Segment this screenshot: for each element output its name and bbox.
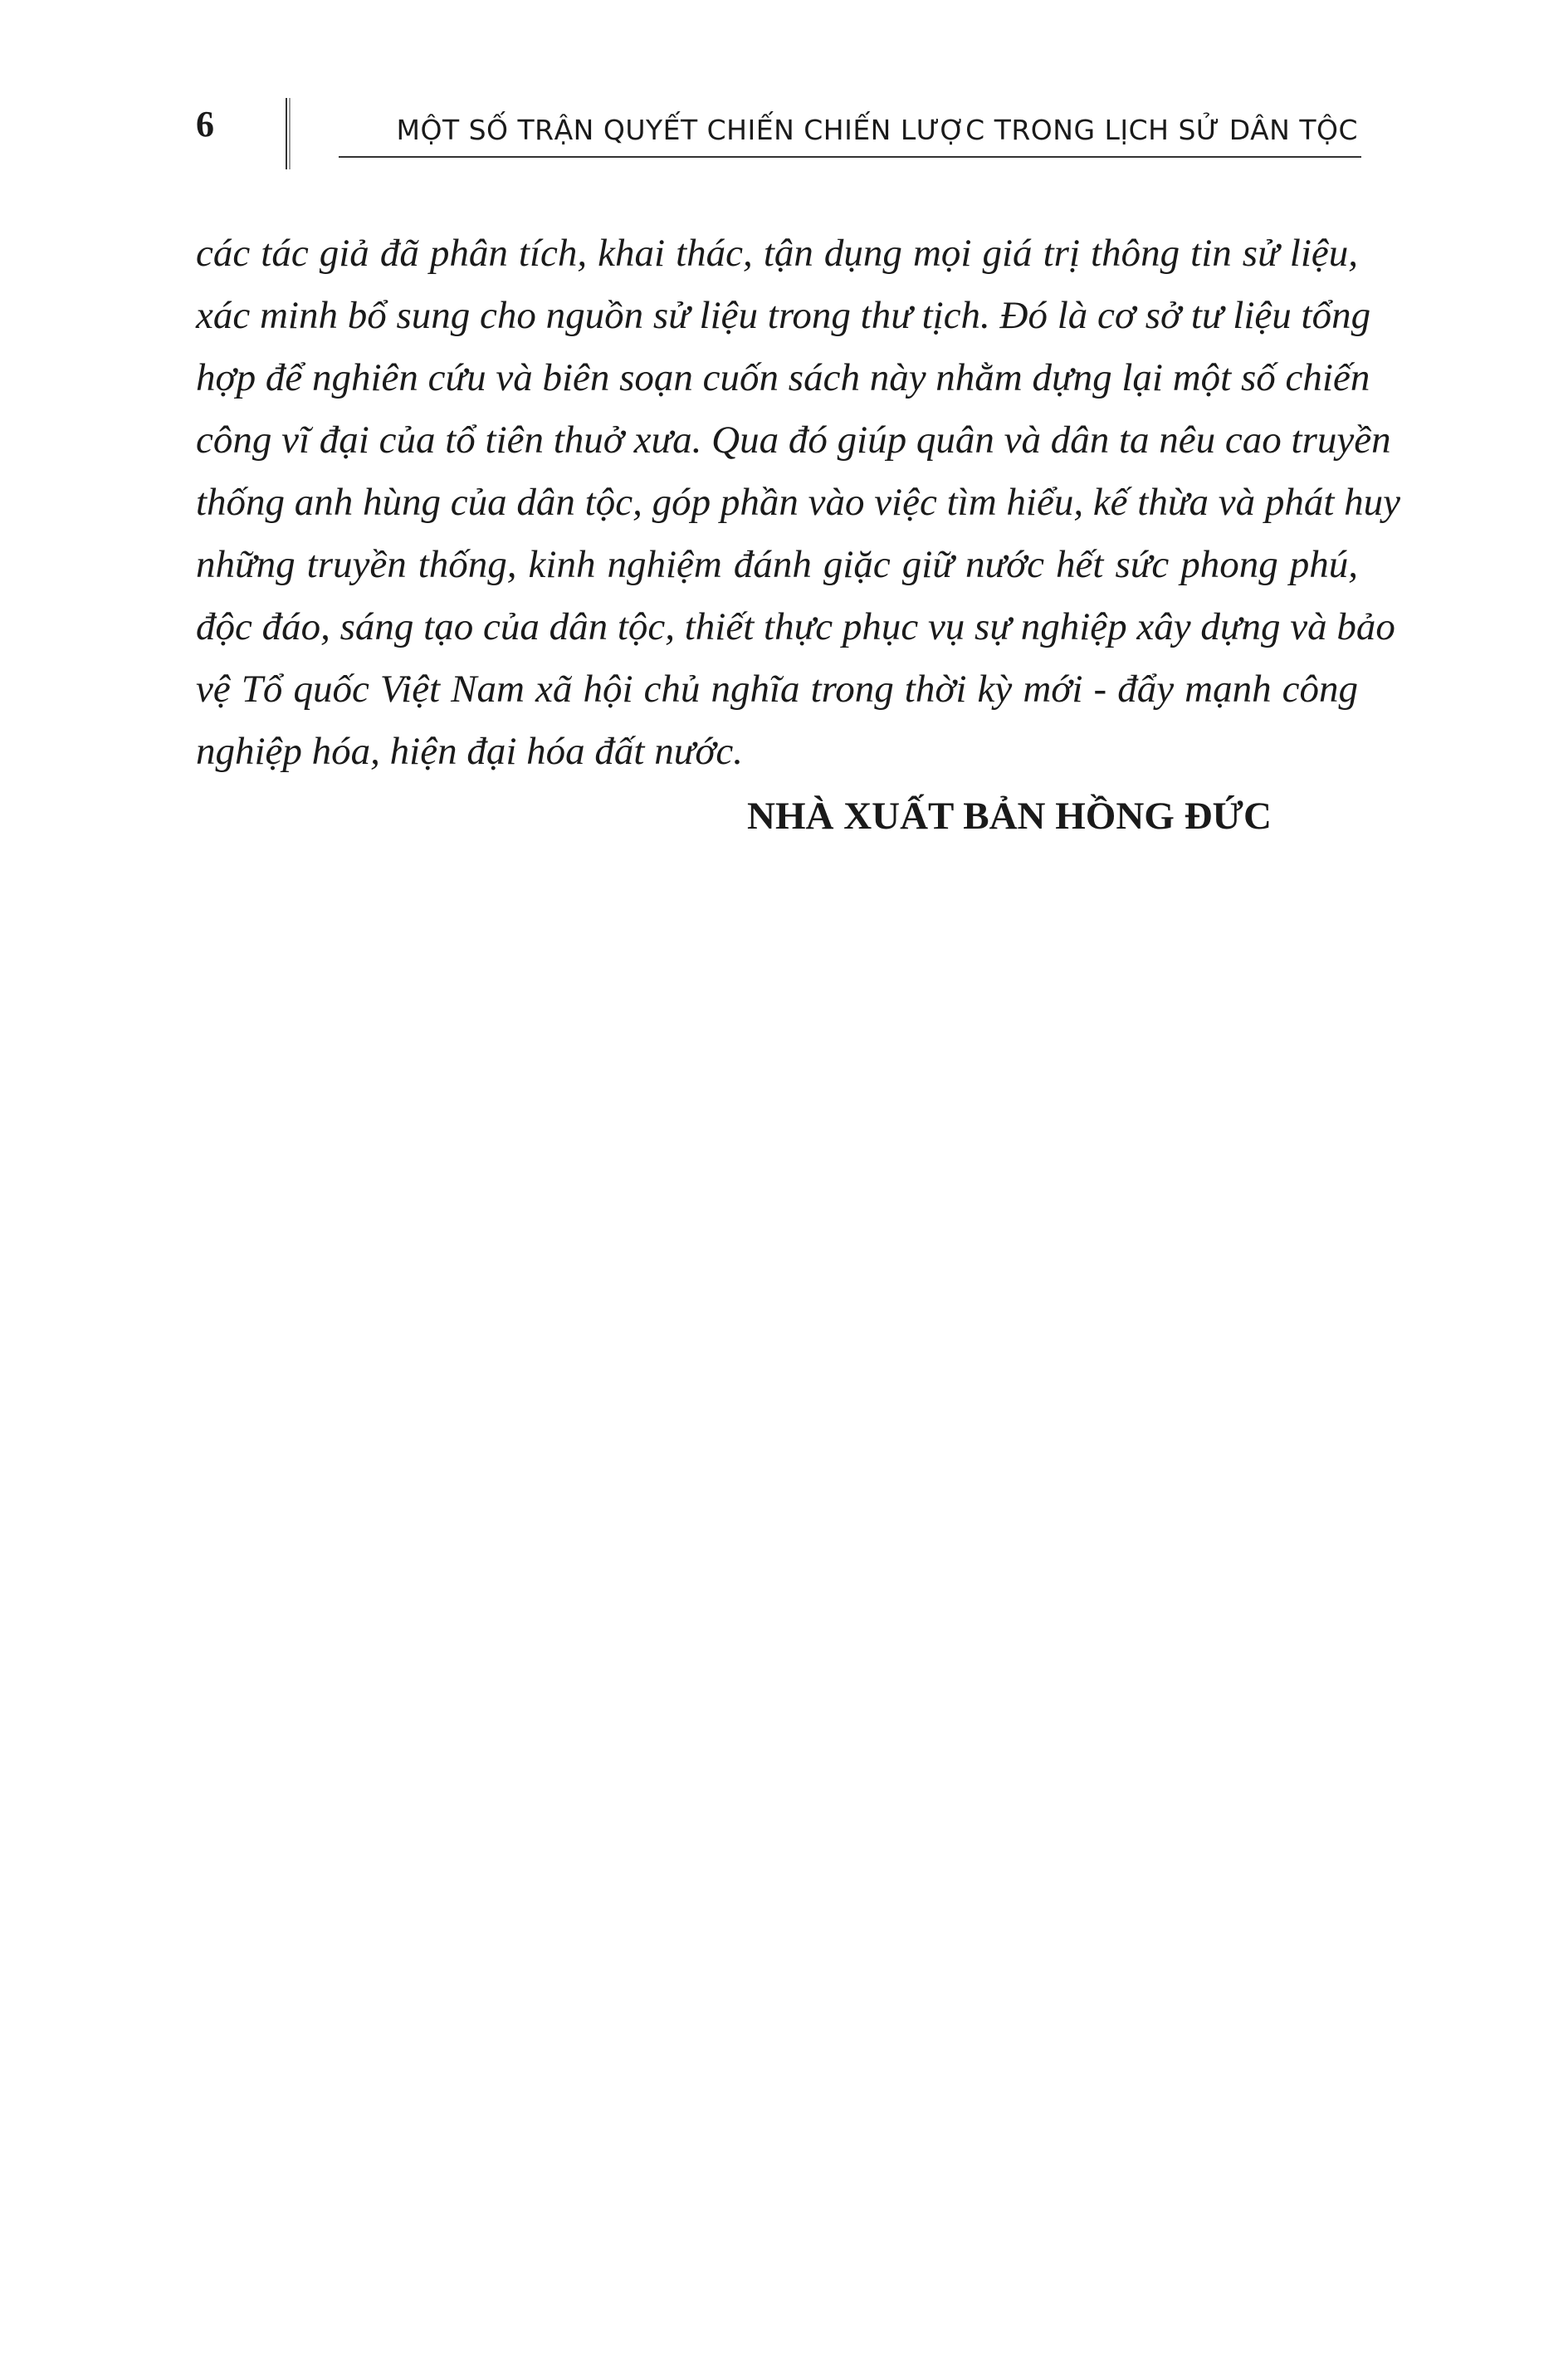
body-line: công vĩ đại của tổ tiên thuở xưa. Qua đó giúp quân và dân ta nêu cao truyền	[196, 418, 1391, 462]
body-paragraph	[196, 223, 1401, 783]
body-line: hợp để nghiên cứu và biên soạn cuốn sách này nhằm dựng lại một số chiến	[196, 356, 1370, 399]
page-number: 6	[196, 104, 214, 144]
body-line: những truyền thống, kinh nghiệm đánh giặc giữ nước hết sức phong phú,	[196, 543, 1358, 586]
publisher-signature: NHÀ XUẤT BẢN HỒNG ĐỨC	[747, 795, 1272, 838]
body-line: độc đáo, sáng tạo của dân tộc, thiết thực phục vụ sự nghiệp xây dựng và bảo	[196, 605, 1395, 648]
body-line: xác minh bổ sung cho nguồn sử liệu trong thư tịch. Đó là cơ sở tư liệu tổng	[196, 294, 1371, 337]
header-divider	[286, 98, 291, 169]
body-line: vệ Tổ quốc Việt Nam xã hội chủ nghĩa trong thời kỳ mới - đẩy mạnh công	[196, 668, 1358, 711]
body-line: các tác giả đã phân tích, khai thác, tận dụng mọi giá trị thông tin sử liệu,	[196, 232, 1358, 275]
running-title: MỘT SỐ TRẬN QUYẾT CHIẾN CHIẾN LƯỢC TRONG LỊCH SỬ DÂN TỘC	[396, 114, 1358, 146]
body-line: nghiệp hóa, hiện đại hóa đất nước.	[196, 730, 744, 773]
body-line: thống anh hùng của dân tộc, góp phần vào việc tìm hiểu, kế thừa và phát huy	[196, 481, 1401, 524]
header-rule	[339, 156, 1361, 158]
